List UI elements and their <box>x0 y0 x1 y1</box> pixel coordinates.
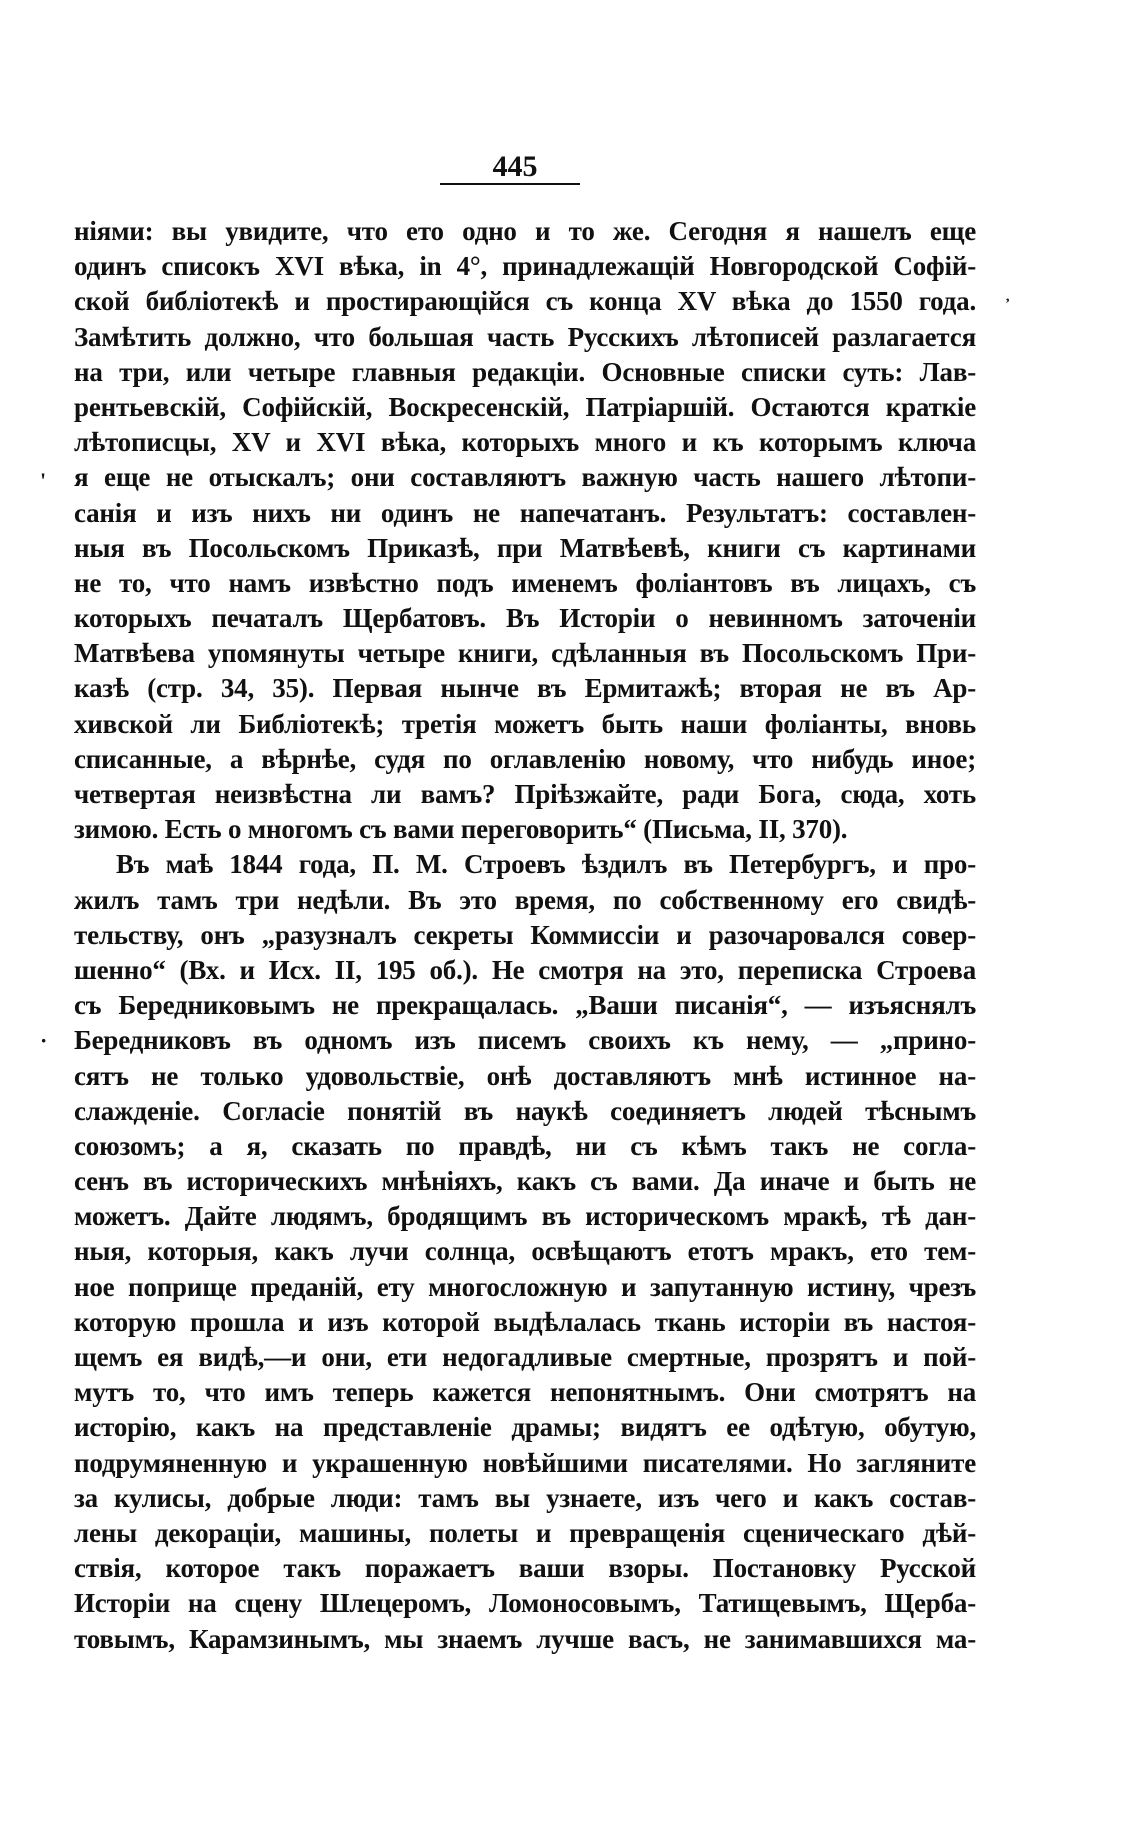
text-line: ствія, которое такъ поражаетъ ваши взоры. Постановку Русской <box>74 1553 976 1584</box>
text-line: за кулисы, добрые люди: тамъ вы узнаете, изъ чего и какъ состав- <box>74 1482 976 1513</box>
text-line: можетъ. Дайте людямъ, бродящимъ въ историческомъ мракѣ, тѣ дан- <box>74 1201 976 1232</box>
text-line: одинъ списокъ XVI вѣка, in 4°, принадлежащій Новгородской Софій- <box>74 251 976 282</box>
text-line: Исторіи на сцену Шлецеромъ, Ломоносовымъ, Татищевымъ, Щерба- <box>74 1588 976 1619</box>
text-line: рентьевскій, Софійскій, Воскресенскій, Патріаршій. Остаются краткіе <box>74 391 976 422</box>
text-line: казѣ (стр. 34, 35). Первая нынче въ Ермитажѣ; вторая не въ Ар- <box>74 673 976 704</box>
margin-mark-left: ' <box>40 468 47 493</box>
page-number-rule <box>440 183 580 185</box>
text-line: слажденіе. Согласіе понятій въ наукѣ соединяетъ людей тѣснымъ <box>74 1095 976 1126</box>
text-line: лѣтописцы, XV и XVI вѣка, которыхъ много и къ которымъ ключа <box>74 427 976 458</box>
text-line: союзомъ; а я, сказать по правдѣ, ни съ кѣмъ такъ не согла- <box>74 1130 976 1161</box>
text-line: шенно“ (Вх. и Исх. II, 195 об.). Не смотря на это, переписка Строева <box>74 954 976 985</box>
text-line: подрумяненную и украшенную новѣйшими писателями. Но загляните <box>74 1447 976 1478</box>
page-number: 445 <box>492 150 538 183</box>
text-line: которыхъ печаталъ Щербатовъ. Въ Исторіи о невинномъ заточеніи <box>74 603 976 634</box>
text-line: Бередниковъ въ одномъ изъ писемъ своихъ къ нему, — „прино- <box>74 1025 976 1056</box>
text-line: санія и изъ нихъ ни одинъ не напечатанъ. Результатъ: составлен- <box>74 497 976 528</box>
text-line: ныя, которыя, какъ лучи солнца, освѣщаютъ етотъ мракъ, ето тем- <box>74 1236 976 1267</box>
text-line: исторію, какъ на представленіе драмы; видятъ ее одѣтую, обутую, <box>74 1412 976 1443</box>
text-line: ской библіотекѣ и простирающійся съ конца XV вѣка до 1550 года. <box>74 286 976 317</box>
text-line: жилъ тамъ три недѣли. Въ это время, по собственному его свидѣ- <box>74 884 976 915</box>
text-line: съ Бередниковымъ не прекращалась. „Ваши писанія“, — изъяснялъ <box>74 990 976 1021</box>
text-line: не то, что намъ извѣстно подъ именемъ фоліантовъ въ лицахъ, съ <box>74 567 976 598</box>
text-line: мутъ то, что имъ теперь кажется непонятнымъ. Они смотрятъ на <box>74 1377 976 1408</box>
text-block <box>74 214 976 1657</box>
text-line: списанные, а вѣрнѣе, судя по оглавленію новому, что нибудь иное; <box>74 743 976 774</box>
text-line: Матвѣева упомянуты четыре книги, сдѣланныя въ Посольскомъ При- <box>74 638 976 669</box>
text-line: четвертая неизвѣстна ли вамъ? Пріѣзжайте, ради Бога, сюда, хоть <box>74 779 976 809</box>
text-line: ныя въ Посольскомъ Приказѣ, при Матвѣевѣ, книги съ картинами <box>74 532 976 563</box>
text-line: Въ маѣ 1844 года, П. М. Строевъ ѣздилъ въ Петербургъ, и про- <box>116 849 976 880</box>
text-line: лены декораціи, машины, полеты и превращенія сценическаго дѣй- <box>74 1517 976 1548</box>
text-line: я еще не отыскалъ; они составляютъ важную часть нашего лѣтопи- <box>74 462 976 493</box>
text-line: сенъ въ историческихъ мнѣніяхъ, какъ съ вами. Да иначе и быть не <box>74 1166 976 1197</box>
text-line: щемъ ея видѣ,—и они, ети недогадливые смертные, прозрятъ и пой- <box>74 1342 976 1372</box>
text-line: ное поприще преданій, ету многосложную и запутанную истину, чрезъ <box>74 1271 976 1302</box>
margin-mark-right: ᾿ <box>1004 294 1012 319</box>
text-line: зимою. Есть о многомъ съ вами переговорить“ (Письма, II, 370). <box>74 814 848 845</box>
text-line: которую прошла и изъ которой выдѣлалась ткань исторіи въ настоя- <box>74 1306 976 1337</box>
text-line: Замѣтить должно, что большая часть Русскихъ лѣтописей разлагается <box>74 321 976 352</box>
text-line: сятъ не только удовольствіе, онѣ доставляютъ мнѣ истинное на- <box>74 1060 976 1091</box>
text-line: товымъ, Карамзинымъ, мы знаемъ лучше васъ, не занимавшихся ма- <box>74 1623 976 1654</box>
text-line: на три, или четыре главныя редакціи. Основные списки суть: Лав- <box>74 356 976 387</box>
margin-mark-left: · <box>40 1028 48 1053</box>
text-line: хивской ли Библіотекѣ; третія можетъ быть наши фоліанты, вновь <box>74 708 976 739</box>
text-line: ніями: вы увидите, что ето одно и то же. Сегодня я нашелъ еще <box>74 216 976 246</box>
text-line: тельству, онъ „разузналъ секреты Коммиссіи и разочаровался совер- <box>74 919 976 950</box>
